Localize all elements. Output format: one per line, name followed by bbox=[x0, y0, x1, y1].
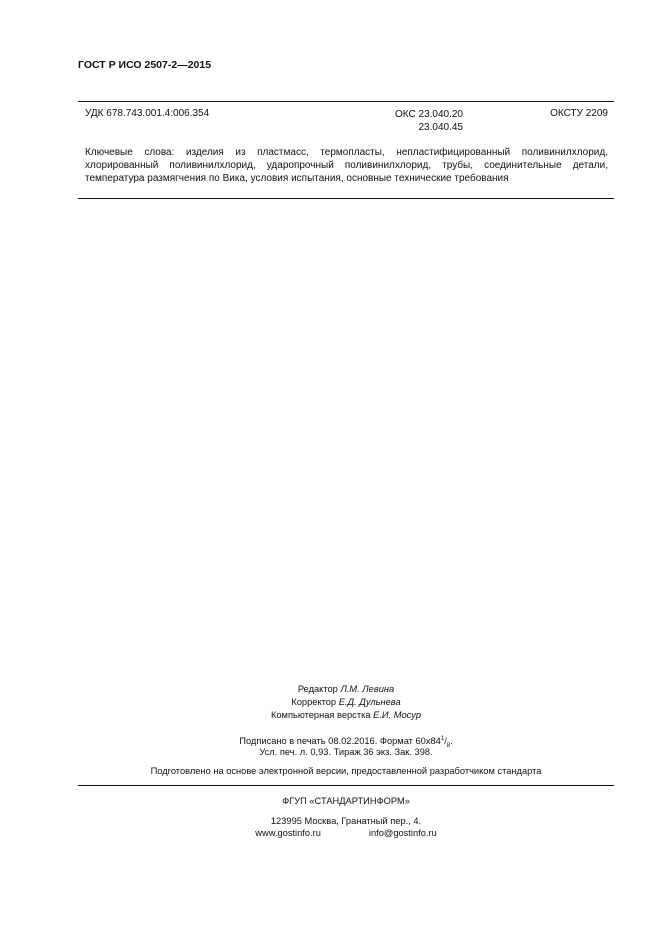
print-info: Усл. печ. л. 0,93. Тираж 36 экз. Зак. 398. bbox=[259, 747, 433, 757]
layout-label: Компьютерная верстка bbox=[270, 710, 371, 720]
editor-name: Л.М. Левина bbox=[340, 684, 395, 694]
address: 123995 Москва, Гранатный пер., 4. bbox=[270, 816, 422, 826]
corrector-label: Корректор bbox=[291, 697, 337, 707]
publisher: ФГУП «СТАНДАРТИНФОРМ» bbox=[282, 796, 410, 806]
divider bbox=[78, 101, 614, 102]
layout-line bbox=[78, 709, 614, 722]
editor-label: Редактор bbox=[297, 684, 338, 694]
document-header: ГОСТ Р ИСО 2507-2—2015 bbox=[78, 59, 212, 71]
okstu-code: ОКСТУ 2209 bbox=[550, 108, 608, 119]
udk-code: УДК 678.743.001.4:006.354 bbox=[85, 108, 210, 119]
editor-line bbox=[78, 683, 614, 696]
signed-line: Подписано в печать 08.02.2016. Формат $60x84^1/_8$. bbox=[239, 736, 453, 749]
contacts bbox=[78, 827, 614, 840]
corrector-name: Е.Д. Дульнева bbox=[338, 697, 401, 707]
divider bbox=[78, 785, 614, 786]
signed-text: Подписано в печать 08.02.2016. Формат 60x84 bbox=[239, 736, 441, 747]
oks-code bbox=[388, 108, 463, 134]
prepared-note: Подготовлено на основе электронной версии, предоставленной разработчиком стандарта bbox=[150, 766, 542, 776]
corrector-line bbox=[78, 696, 614, 709]
format-end: . bbox=[450, 736, 453, 747]
oks-code-2: 23.040.45 bbox=[418, 122, 463, 133]
divider bbox=[78, 198, 614, 199]
oks-code-1: ОКС 23.040.20 bbox=[395, 109, 463, 120]
layout-name: Е.И. Мосур bbox=[373, 710, 422, 720]
website-link[interactable]: www.gostinfo.ru bbox=[255, 828, 321, 838]
format-sub: 8 bbox=[446, 742, 451, 749]
email-link[interactable]: info@gostinfo.ru bbox=[368, 828, 437, 838]
format-sup: 1 bbox=[440, 736, 445, 742]
keywords: Ключевые слова: изделия из пластмасс, термопласты, непластифицированный поливинилхлорид, хлорированный поливинилхлорид, ударопрочный поливинилхлорид, трубы, соединительные детали, температура размягчения по Вика, условия испытания, основные технические требования bbox=[85, 147, 608, 184]
